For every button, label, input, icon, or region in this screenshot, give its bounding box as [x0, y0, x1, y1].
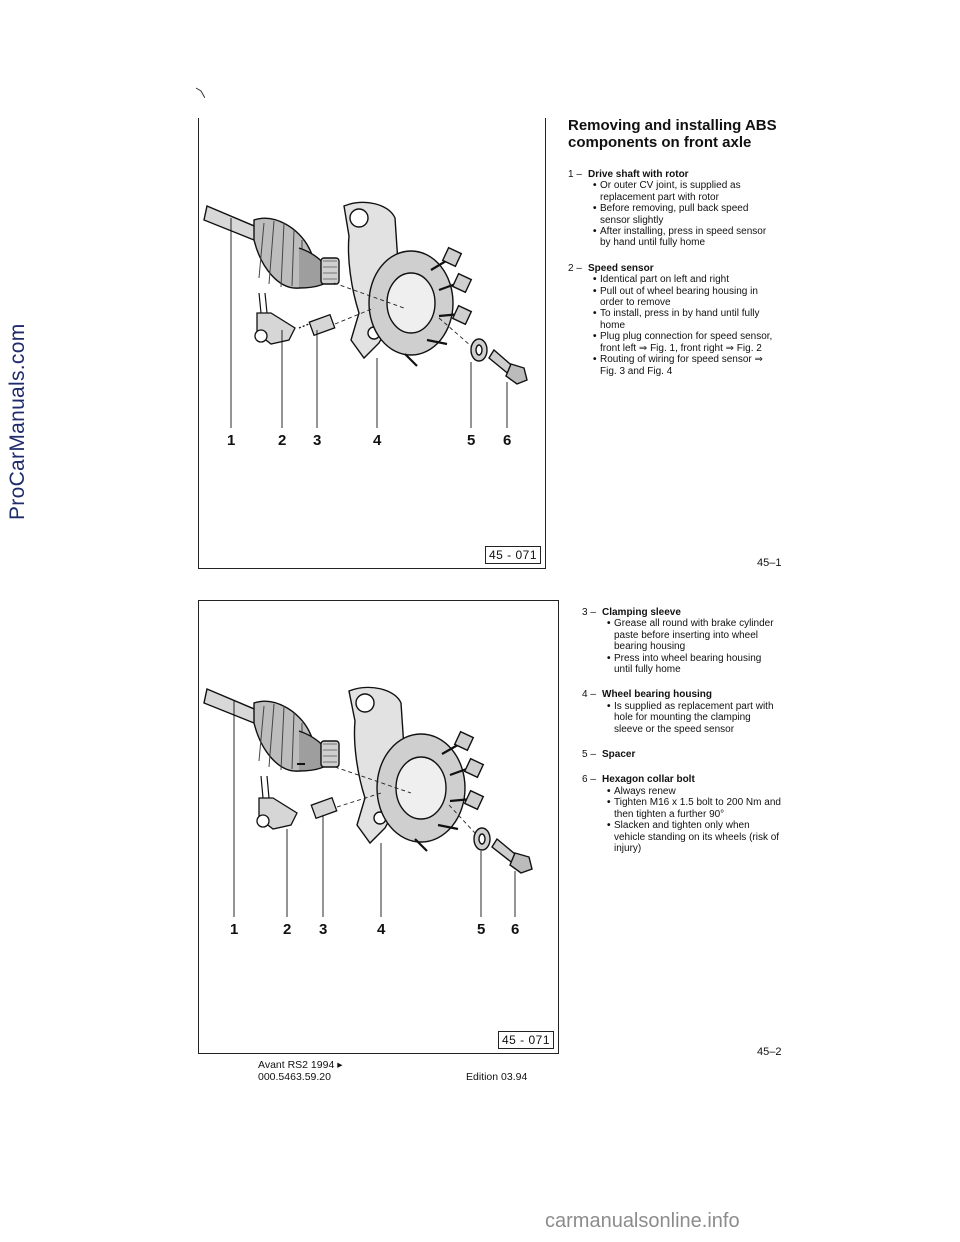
exploded-diagram-2 — [199, 601, 558, 1053]
bullet-item: • To install, press in by hand until fully home — [600, 308, 778, 331]
callout-5: 5 — [467, 432, 476, 449]
figure-1 — [198, 118, 546, 569]
item-title: Clamping sleeve — [602, 607, 681, 618]
footer-doc-number: 000.5463.59.20 — [258, 1071, 331, 1083]
spacer-and-bolt — [474, 828, 532, 873]
item-heading — [582, 689, 782, 700]
bullet-item: • Before removing, pull back speed sensor slightly — [600, 203, 778, 226]
item-title: Speed sensor — [588, 262, 654, 274]
list-item — [568, 263, 778, 377]
bullet-item: • Pull out of wheel bearing housing in order to remove — [600, 286, 778, 309]
footer-model-line: Avant RS2 1994 ▸ — [258, 1059, 343, 1071]
bullet-item: • Tighten M16 x 1.5 bolt to 200 Nm and then tighten a further 90° — [614, 797, 782, 820]
figure-code: 45 - 071 — [498, 1031, 554, 1049]
speed-sensor-and-sleeve — [257, 764, 337, 829]
callout-3: 3 — [313, 432, 322, 449]
wheel-hub — [377, 732, 483, 851]
speed-sensor-and-sleeve — [255, 293, 335, 344]
item-title: Drive shaft with rotor — [588, 169, 689, 180]
bullet-item: • Is supplied as replacement part with hole for mounting the clamping sleeve or the speed sensor — [614, 701, 782, 735]
item-number: 2 – — [568, 262, 582, 274]
bullet-item: • Plug plug connection for speed sensor, front left ⇒ Fig. 1, front right ⇒ Fig. 2 — [600, 331, 778, 354]
component-list — [582, 607, 782, 854]
list-item — [582, 689, 782, 735]
page-number: 45–2 — [757, 1046, 782, 1058]
bullet-item: • Always renew — [614, 786, 782, 797]
drive-shaft — [204, 689, 339, 771]
callout-6: 6 — [511, 921, 520, 938]
footer-edition: Edition 03.94 — [466, 1071, 528, 1083]
item-number: 1 – — [568, 169, 582, 180]
callout-6: 6 — [503, 432, 512, 449]
bullet-list — [568, 274, 778, 377]
bullet-item: • Identical part on left and right — [600, 274, 778, 285]
callout-1: 1 — [230, 921, 239, 938]
bullet-item: • Routing of wiring for speed sensor ⇒ Fig. 3 and Fig. 4 — [600, 354, 778, 377]
list-item — [568, 169, 778, 249]
bullet-list — [582, 701, 782, 735]
list-item — [582, 749, 782, 760]
footer-model — [258, 1059, 342, 1083]
list-item — [582, 607, 782, 675]
item-number: 6 – — [582, 774, 596, 786]
item-heading — [568, 263, 778, 274]
drive-shaft — [204, 206, 339, 288]
list-item — [582, 774, 782, 854]
callout-2: 2 — [278, 432, 287, 449]
site-watermark: carmanualsonline.info — [545, 1210, 740, 1232]
bullet-item: • After installing, press in speed sensor by hand until fully home — [600, 226, 778, 249]
figure-code: 45 - 071 — [485, 546, 541, 564]
item-heading — [582, 774, 782, 785]
item-heading — [582, 749, 782, 760]
wheel-hub — [369, 248, 471, 366]
bullet-item: • Or outer CV joint, is supplied as replacement part with rotor — [600, 180, 778, 203]
bullet-list — [582, 786, 782, 854]
bullet-list — [568, 180, 778, 248]
callout-1: 1 — [227, 432, 236, 449]
bullet-list — [582, 618, 782, 675]
corner-tick-mark — [195, 86, 205, 98]
component-list — [568, 169, 778, 377]
callout-4: 4 — [373, 432, 382, 449]
side-watermark: ProCarManuals.com — [6, 323, 29, 520]
spacer-and-bolt — [471, 339, 527, 384]
callout-5: 5 — [477, 921, 486, 938]
item-title: Hexagon collar bolt — [602, 774, 695, 786]
item-number: 5 – — [582, 749, 596, 761]
item-number: 3 – — [582, 607, 596, 618]
item-heading — [568, 169, 778, 180]
item-title: Spacer — [602, 749, 636, 761]
exploded-diagram-1 — [199, 118, 545, 568]
callout-2: 2 — [283, 921, 292, 938]
callout-3: 3 — [319, 921, 328, 938]
item-number: 4 – — [582, 689, 596, 701]
page-2-text — [582, 607, 782, 868]
figure-2 — [198, 600, 559, 1054]
page-1-text — [568, 117, 778, 391]
item-heading — [582, 607, 782, 618]
bullet-item: • Press into wheel bearing housing until fully home — [614, 653, 782, 676]
bullet-item: • Slacken and tighten only when vehicle standing on its wheels (risk of injury) — [614, 820, 782, 854]
bullet-item: • Grease all round with brake cylinder paste before inserting into wheel bearing housing — [614, 618, 782, 652]
page-title: Removing and installing ABS components on front axle — [568, 117, 777, 151]
callout-4: 4 — [377, 921, 386, 938]
page-number: 45–1 — [757, 557, 782, 569]
item-title: Wheel bearing housing — [602, 689, 713, 701]
